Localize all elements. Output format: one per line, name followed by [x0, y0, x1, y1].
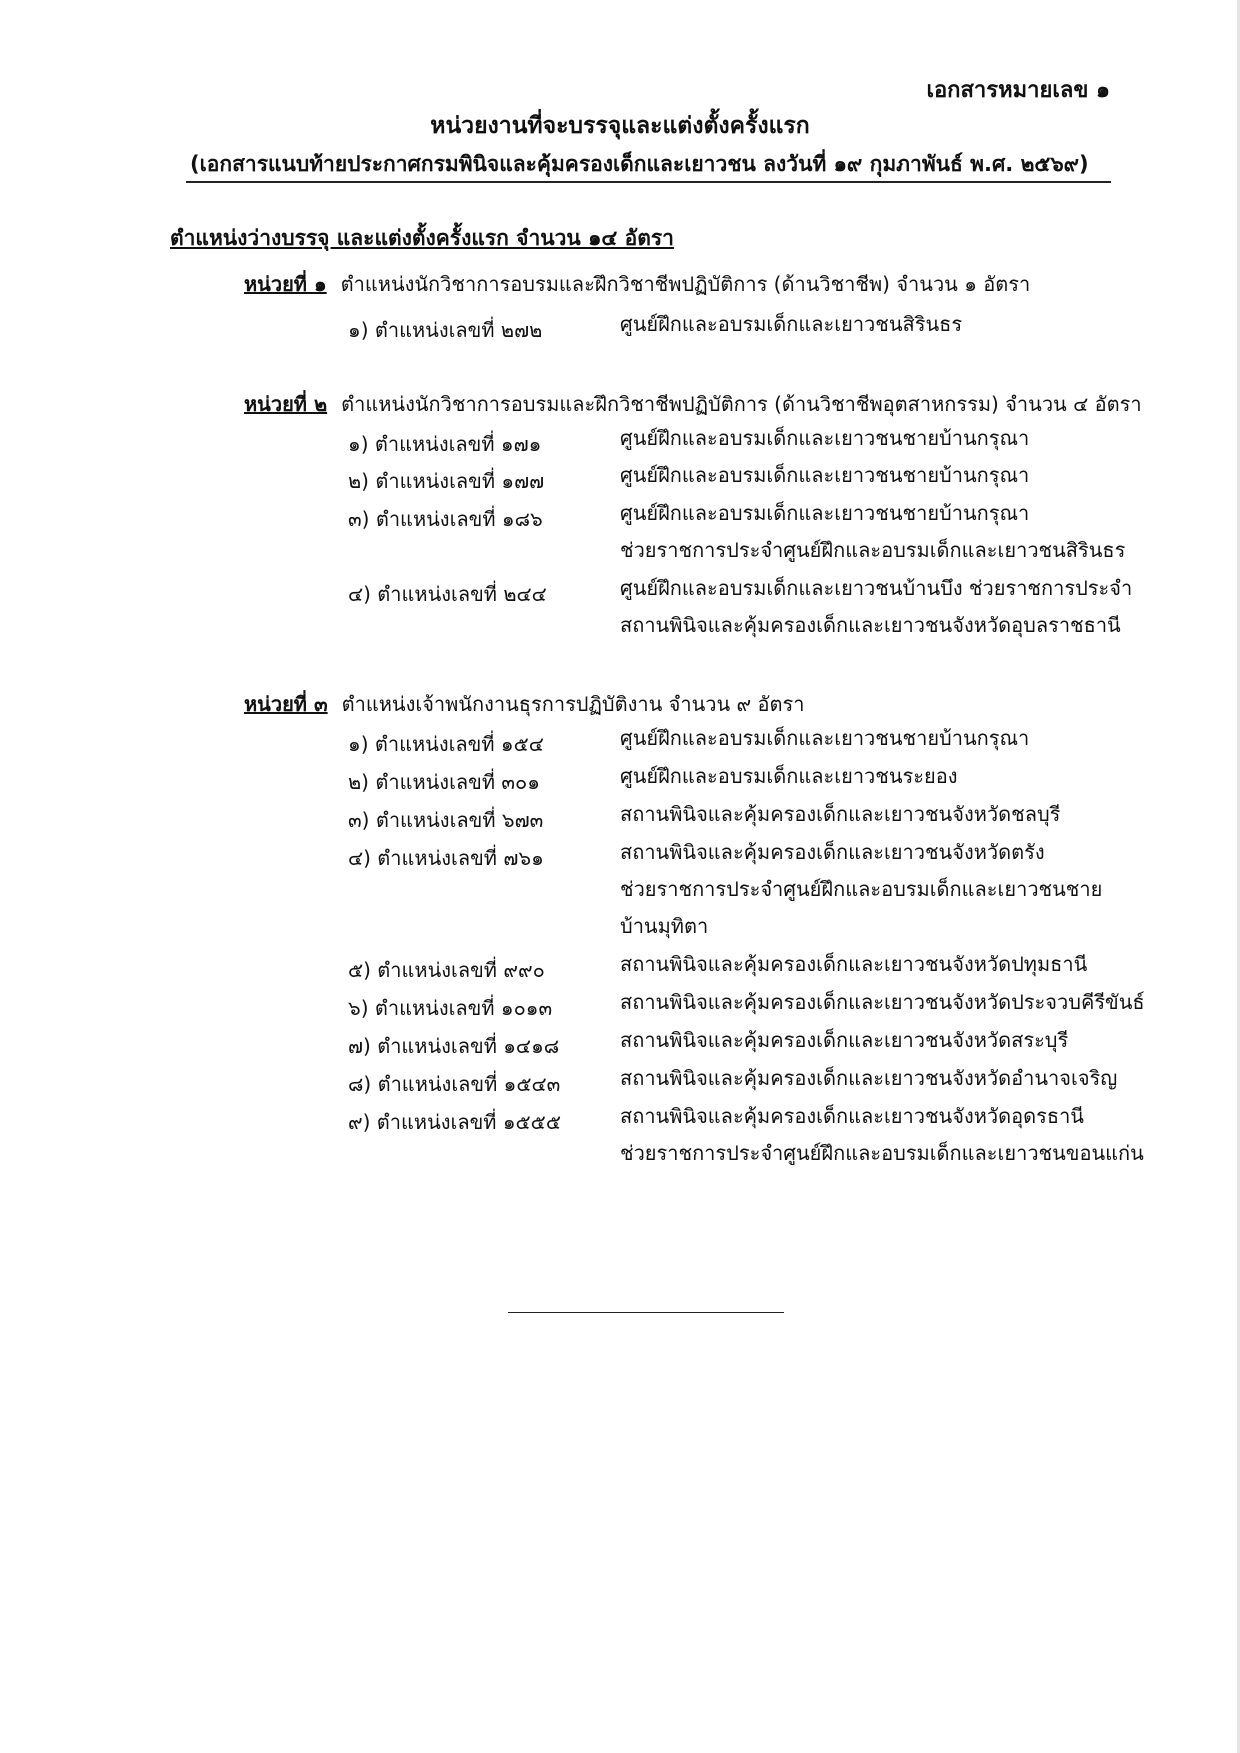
- position-location: [620, 306, 1130, 343]
- position-location: [620, 946, 1130, 983]
- position-number: ๖) ตำแหน่งเลขที่ ๑๐๑๓: [348, 996, 553, 1020]
- position-number: ๓) ตำแหน่งเลขที่ ๖๗๓: [348, 808, 544, 832]
- title-underline: [186, 181, 1111, 183]
- vacancy-summary: ตำแหน่งว่างบรรจุ และแต่งตั้งครั้งแรก จำนวน ๑๔ อัตรา: [170, 226, 674, 250]
- location-line: สถานพินิจและคุ้มครองเด็กและเยาวชนจังหวัดประจวบคีรีขันธ์: [620, 990, 1145, 1014]
- position-location: [620, 720, 1130, 757]
- position-number: ๑) ตำแหน่งเลขที่ ๒๗๒: [348, 318, 543, 342]
- position-number: ๒) ตำแหน่งเลขที่ ๓๐๑: [348, 770, 540, 794]
- location-line: ศูนย์ฝึกและอบรมเด็กและเยาวชนชายบ้านกรุณา: [620, 501, 1030, 525]
- position-number: ๗) ตำแหน่งเลขที่ ๑๔๑๘: [348, 1034, 560, 1058]
- location-line: ศูนย์ฝึกและอบรมเด็กและเยาวชนชายบ้านกรุณา: [620, 426, 1030, 450]
- end-of-document-line: [508, 1312, 784, 1313]
- location-line: สถานพินิจและคุ้มครองเด็กและเยาวชนจังหวัดตรัง: [620, 840, 1045, 864]
- location-line: ศูนย์ฝึกและอบรมเด็กและเยาวชนระยอง: [620, 764, 958, 788]
- position-number: ๘) ตำแหน่งเลขที่ ๑๕๔๓: [348, 1072, 561, 1096]
- position-location: [620, 796, 1130, 833]
- position-location: [620, 834, 1130, 945]
- position-number: ๒) ตำแหน่งเลขที่ ๑๗๗: [348, 469, 545, 493]
- position-location: [620, 1060, 1130, 1097]
- unit-label: หน่วยที่ ๓: [244, 692, 328, 716]
- document-number: เอกสารหมายเลข ๑: [926, 78, 1110, 103]
- location-line: ช่วยราชการประจำศูนย์ฝึกและอบรมเด็กและเยาวชนสิรินธร: [620, 538, 1126, 562]
- position-number: ๔) ตำแหน่งเลขที่ ๒๔๔: [348, 582, 547, 606]
- location-line: สถานพินิจและคุ้มครองเด็กและเยาวชนจังหวัดสระบุรี: [620, 1028, 1069, 1052]
- position-number: ๓) ตำแหน่งเลขที่ ๑๘๖: [348, 507, 543, 531]
- position-number: ๔) ตำแหน่งเลขที่ ๗๖๑: [348, 846, 544, 870]
- unit-heading: [244, 388, 1142, 420]
- location-line: ศูนย์ฝึกและอบรมเด็กและเยาวชนบ้านบึง ช่วยราชการประจำ: [620, 576, 1133, 600]
- position-location: [620, 758, 1130, 795]
- location-line: สถานพินิจและคุ้มครองเด็กและเยาวชนจังหวัดปทุมธานี: [620, 952, 1088, 976]
- position-location: [620, 570, 1133, 644]
- position-number: ๙) ตำแหน่งเลขที่ ๑๕๕๕: [348, 1110, 561, 1134]
- position-location: [620, 495, 1130, 569]
- position-location: [620, 1022, 1130, 1059]
- position-number: ๑) ตำแหน่งเลขที่ ๑๕๔: [348, 732, 544, 756]
- unit-label: หน่วยที่ ๑: [244, 272, 327, 296]
- position-location: [620, 1098, 1144, 1172]
- position-number: ๑) ตำแหน่งเลขที่ ๑๗๑: [348, 432, 542, 456]
- unit-description: ตำแหน่งนักวิชาการอบรมและฝึกวิชาชีพปฏิบัติการ (ด้านวิชาชีพอุตสาหกรรม) จำนวน ๔ อัตรา: [341, 392, 1142, 416]
- location-line: ศูนย์ฝึกและอบรมเด็กและเยาวชนชายบ้านกรุณา: [620, 726, 1030, 750]
- location-line: ศูนย์ฝึกและอบรมเด็กและเยาวชนชายบ้านกรุณา: [620, 463, 1030, 487]
- unit-heading: [244, 268, 1030, 300]
- location-line: สถานพินิจและคุ้มครองเด็กและเยาวชนจังหวัดอุดรธานี: [620, 1104, 1084, 1128]
- location-line: สถานพินิจและคุ้มครองเด็กและเยาวชนจังหวัดอุบลราชธานี: [620, 613, 1121, 637]
- document-title: หน่วยงานที่จะบรรจุและแต่งตั้งครั้งแรก: [430, 113, 810, 139]
- unit-description: ตำแหน่งเจ้าพนักงานธุรการปฏิบัติงาน จำนวน ๙ อัตรา: [341, 692, 805, 716]
- position-number: ๕) ตำแหน่งเลขที่ ๙๙๐: [348, 958, 545, 982]
- location-line: สถานพินิจและคุ้มครองเด็กและเยาวชนจังหวัดอำนาจเจริญ: [620, 1066, 1118, 1090]
- document-subtitle: (เอกสารแนบท้ายประกาศกรมพินิจและคุ้มครองเด็กและเยาวชน ลงวันที่ ๑๙ กุมภาพันธ์ พ.ศ. ๒๕๖๙): [190, 152, 1089, 176]
- unit-description: ตำแหน่งนักวิชาการอบรมและฝึกวิชาชีพปฏิบัติการ (ด้านวิชาชีพ) จำนวน ๑ อัตรา: [340, 272, 1031, 296]
- location-line: สถานพินิจและคุ้มครองเด็กและเยาวชนจังหวัดชลบุรี: [620, 802, 1061, 826]
- unit-label: หน่วยที่ ๒: [244, 392, 328, 416]
- position-location: [620, 984, 1145, 1021]
- location-line: ศูนย์ฝึกและอบรมเด็กและเยาวชนสิรินธร: [620, 312, 963, 336]
- position-location: [620, 420, 1130, 457]
- location-line: ช่วยราชการประจำศูนย์ฝึกและอบรมเด็กและเยาวชนขอนแก่น: [620, 1141, 1144, 1165]
- unit-heading: [244, 688, 805, 720]
- location-line: บ้านมุทิตา: [620, 914, 709, 938]
- position-location: [620, 457, 1130, 494]
- location-line: ช่วยราชการประจำศูนย์ฝึกและอบรมเด็กและเยาวชนชาย: [620, 877, 1103, 901]
